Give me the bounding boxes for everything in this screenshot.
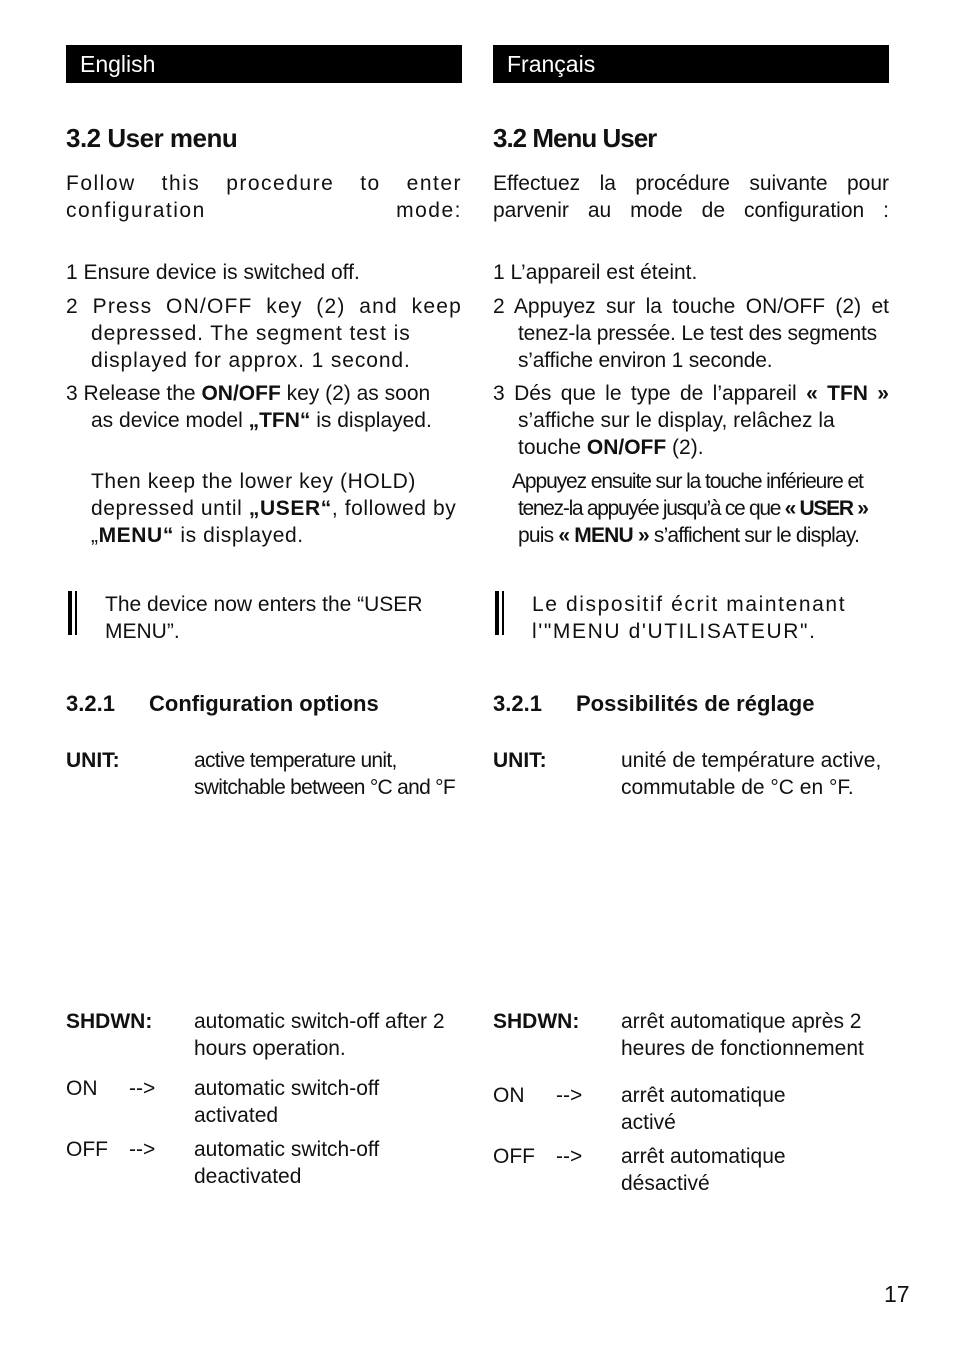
note-text: The device now enters the “USER MENU”. [105, 593, 423, 643]
subsection-label: Possibilités de réglage [576, 691, 815, 716]
hold-instruction [66, 468, 462, 549]
note-box [493, 591, 889, 645]
hold-text: Then keep the lower key (HOLD) depressed until [91, 470, 416, 520]
option-key: SHDWN: [66, 1010, 153, 1033]
on-off-key-label: ON/OFF [586, 436, 667, 459]
step-text-continued: tenez-la pressée. Le test des segments s’affiche environ 1 seconde. [518, 322, 877, 372]
user-label: « USER » [784, 497, 868, 520]
language-header: Français [493, 45, 889, 83]
user-label: „USER“ [248, 497, 332, 520]
state-description: automatic switch-off deactivated [194, 1138, 380, 1188]
step-text-continued: (2). [666, 436, 704, 459]
english-column [66, 0, 462, 1350]
step-number: 1 [493, 261, 505, 284]
state-off [66, 1136, 462, 1190]
step-number: 2 [493, 295, 505, 318]
state-label: ON [493, 1084, 525, 1107]
hold-text: s’affichent sur le display. [648, 524, 860, 547]
option-unit [66, 747, 462, 801]
state-on [66, 1075, 462, 1129]
hold-text: puis [518, 524, 559, 547]
subsection-number: 3.2.1 [493, 691, 542, 716]
page-number: 17 [884, 1281, 910, 1307]
arrow-symbol: --> [129, 1077, 156, 1100]
option-unit [493, 747, 889, 801]
device-model-label: „TFN“ [248, 409, 311, 432]
hold-instruction [493, 468, 889, 549]
step-text: Release the [83, 382, 202, 405]
step-3 [493, 380, 889, 461]
hold-text: is displayed. [173, 524, 304, 547]
step-text: Appuyez sur la touche ON/OFF (2) et [513, 295, 889, 318]
subsection-title [493, 691, 889, 717]
hold-text: Appuyez ensuite sur la touche inférieure et [512, 470, 863, 493]
step-1 [66, 259, 462, 286]
french-column [493, 0, 889, 1350]
subsection-number: 3.2.1 [66, 691, 115, 716]
subsection-title [66, 691, 462, 717]
step-text: Ensure device is switched off. [83, 261, 360, 284]
state-label: OFF [66, 1138, 108, 1161]
menu-label: MENU“ [98, 524, 174, 547]
step-1 [493, 259, 889, 286]
step-text-continued: s’affiche sur le display, relâchez la touche [518, 409, 835, 459]
section-title: 3.2 Menu User [493, 123, 657, 153]
step-2 [66, 293, 462, 374]
step-text: L’appareil est éteint. [510, 261, 698, 284]
arrow-symbol: --> [556, 1084, 583, 1107]
option-key: UNIT: [66, 749, 120, 772]
note-marker [495, 591, 499, 635]
subsection-label: Configuration options [149, 691, 379, 716]
state-description: arrêt automatique activé [621, 1084, 786, 1134]
step-text: Dés que le type de l’appareil [514, 382, 807, 405]
state-off [493, 1143, 889, 1197]
option-key: SHDWN: [493, 1010, 580, 1033]
state-label: ON [66, 1077, 98, 1100]
step-text-continued: is displayed. [310, 409, 432, 432]
menu-label: « MENU » [558, 524, 649, 547]
option-description: arrêt automatique après 2 heures de fonctionnement [621, 1010, 864, 1060]
step-text: key (2) as soon [280, 382, 431, 405]
intro-line-1 [66, 170, 462, 224]
note-marker [68, 591, 72, 635]
arrow-symbol: --> [129, 1138, 156, 1161]
step-number: 3 [66, 382, 78, 405]
intro-text: Effectuez la procédure suivante pour parvenir au mode de configuration : [493, 172, 889, 222]
step-text-continued: as device model [91, 409, 249, 432]
arrow-symbol: --> [556, 1145, 583, 1168]
option-shdwn [66, 1008, 462, 1062]
hold-text: , followed by „ [91, 497, 457, 547]
option-description: unité de température active, commutable de °C en °F. [621, 749, 882, 799]
step-text-continued: depressed. The segment test is displayed for approx. 1 second. [91, 322, 411, 372]
state-label: OFF [493, 1145, 535, 1168]
state-description: arrêt automatique désactivé [621, 1145, 786, 1195]
step-number: 2 [66, 295, 79, 318]
option-shdwn [493, 1008, 889, 1062]
section-title: 3.2 User menu [66, 123, 238, 153]
intro-text: Follow this procedure to enter configuration mode: [66, 172, 462, 222]
state-description: automatic switch-off activated [194, 1077, 380, 1127]
note-marker [75, 591, 77, 635]
option-description: automatic switch-off after 2 hours operation. [194, 1010, 445, 1060]
note-box [66, 591, 462, 645]
step-3 [66, 380, 462, 434]
on-off-key-label: ON/OFF [201, 382, 281, 405]
step-number: 3 [493, 382, 505, 405]
state-on [493, 1082, 889, 1136]
option-key: UNIT: [493, 749, 547, 772]
step-text: Press ON/OFF key (2) and keep [92, 295, 462, 318]
device-model-label: « TFN » [806, 382, 889, 405]
intro [493, 170, 889, 224]
hold-text: tenez-la appuyée jusqu’à ce que [518, 497, 785, 520]
language-header: English [66, 45, 462, 83]
step-number: 1 [66, 261, 78, 284]
step-2 [493, 293, 889, 374]
note-marker [502, 591, 504, 635]
option-description: active temperature unit, switchable between °C and °F [194, 749, 456, 799]
note-text: Le dispositif écrit maintenant l'"MENU d'UTILISATEUR". [532, 593, 847, 643]
